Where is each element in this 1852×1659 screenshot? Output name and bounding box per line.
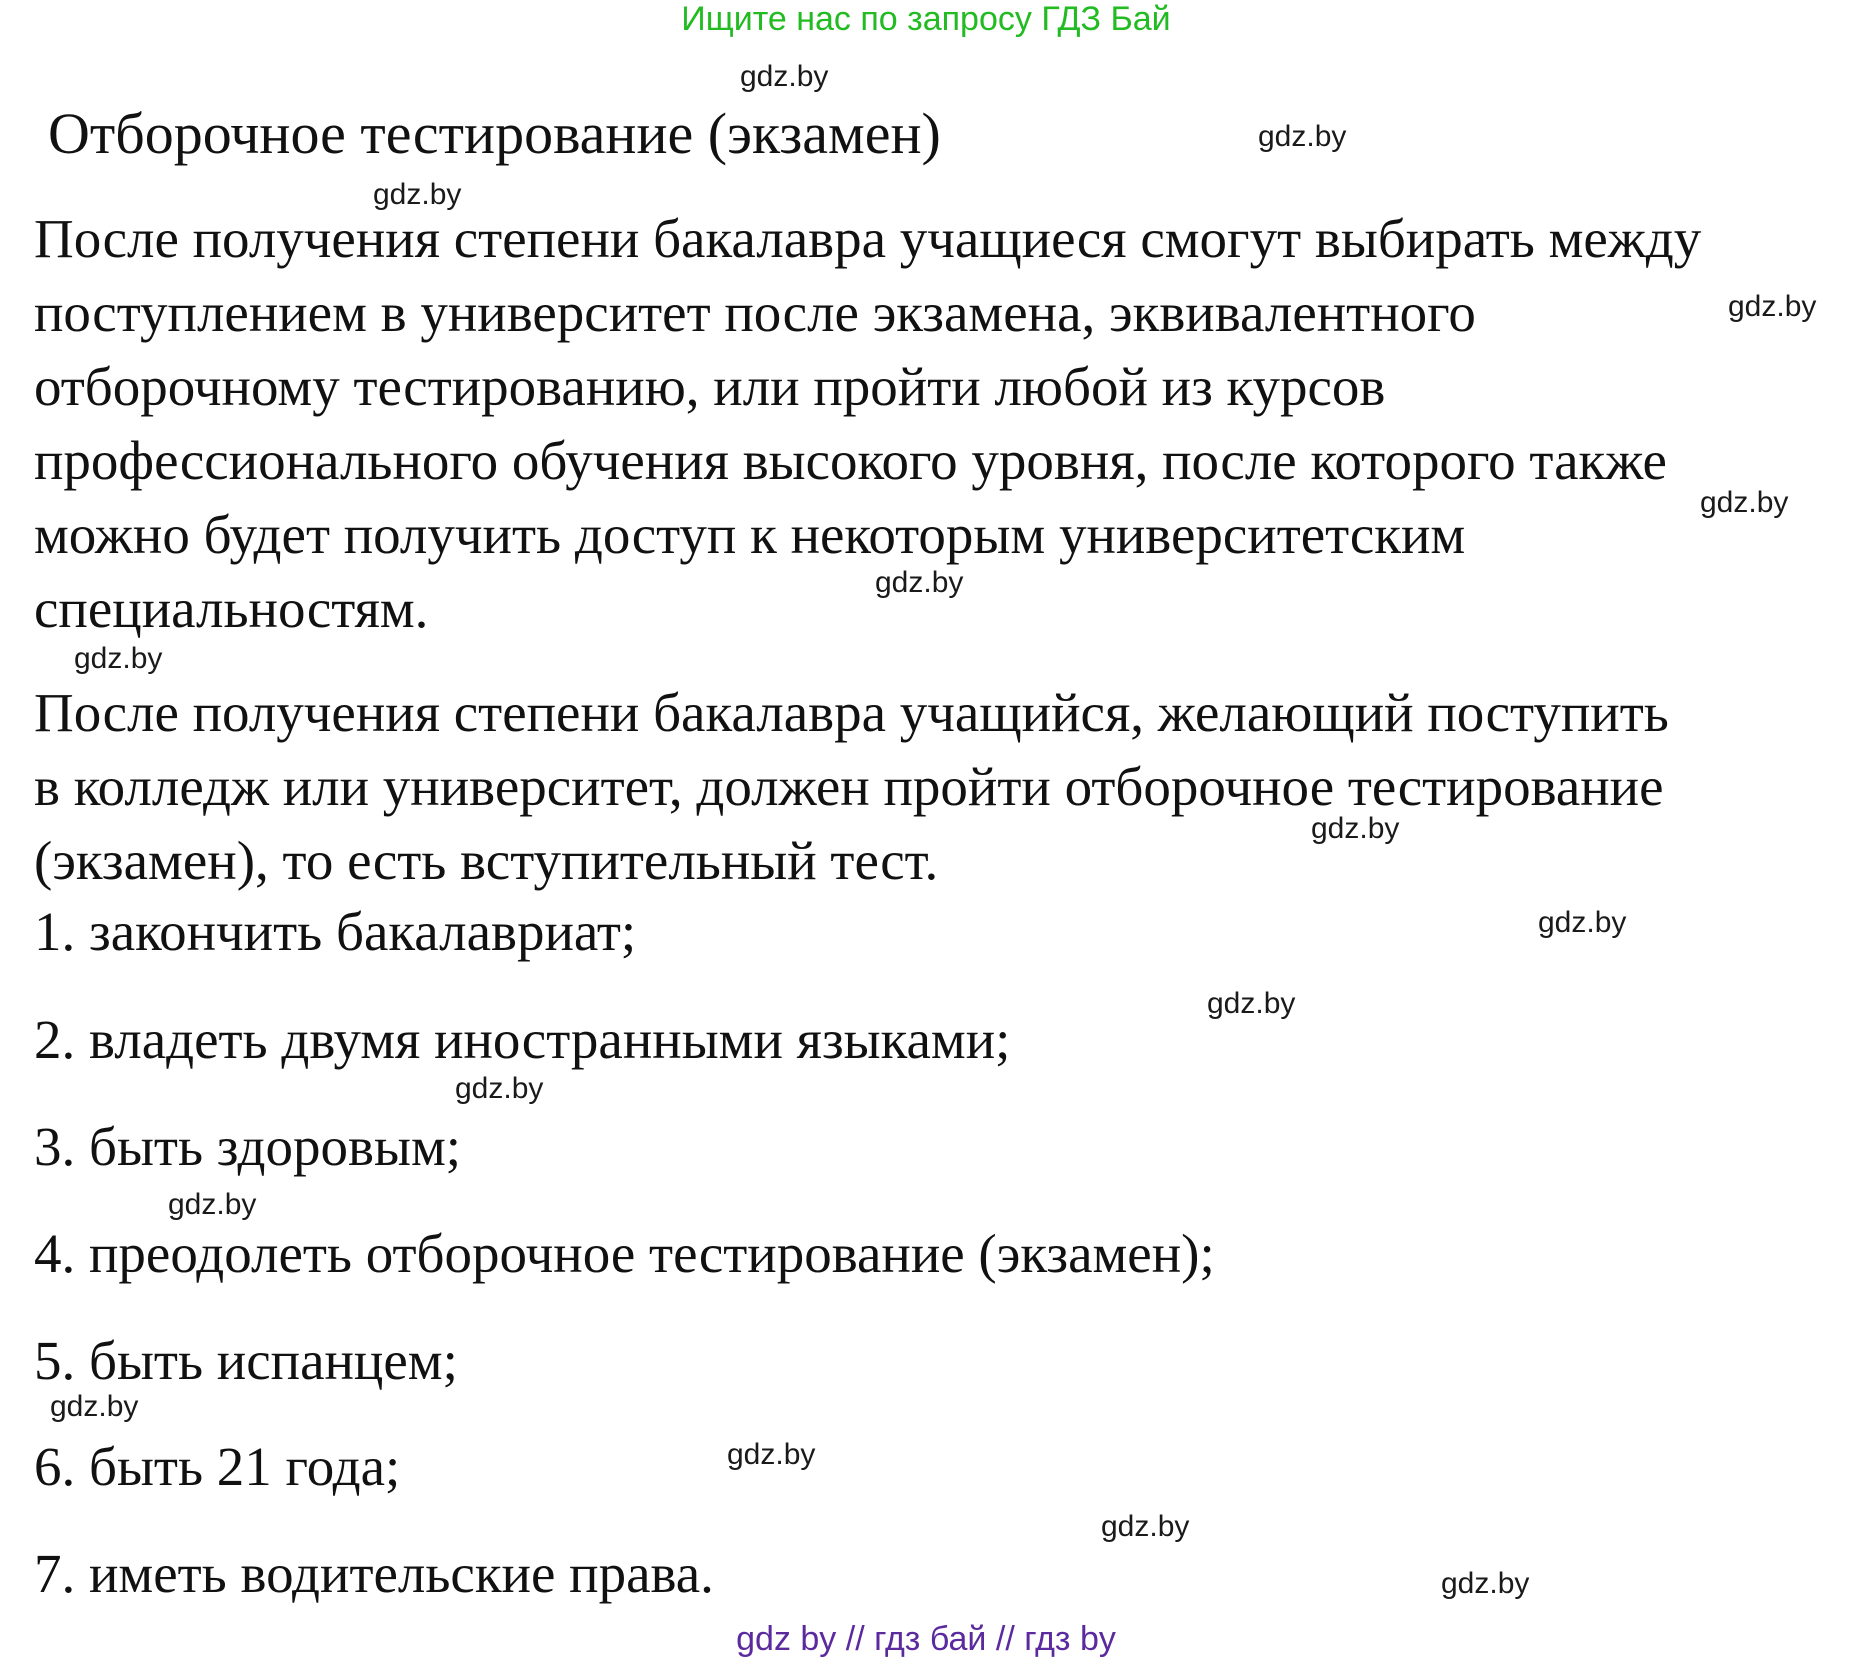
top-banner: Ищите нас по запросу ГДЗ Бай [681,0,1171,38]
watermark: gdz.by [455,1072,544,1105]
list-item: 1. закончить бакалавриат; [34,901,637,962]
watermark: gdz.by [1207,987,1296,1020]
paragraph-line: После получения степени бакалавра учащийся, желающий поступить [34,682,1669,743]
watermark: gdz.by [1728,290,1817,323]
paragraph-line: (экзамен), то есть вступительный тест. [34,830,939,891]
watermark: gdz.by [1258,120,1347,153]
paragraph-line: профессионального обучения высокого уровня, после которого также [34,430,1667,491]
watermark: gdz.by [1311,812,1400,845]
paragraph-line: поступлением в университет после экзамена, эквивалентного [34,282,1476,343]
list-item: 2. владеть двумя иностранными языками; [34,1009,1011,1070]
watermark: gdz.by [727,1438,816,1471]
paragraph-line: После получения степени бакалавра учащиеся смогут выбирать между [34,208,1702,269]
watermark: gdz.by [1700,486,1789,519]
paragraph-line: можно будет получить доступ к некоторым университетским [34,504,1466,565]
list-item: 6. быть 21 года; [34,1436,401,1497]
watermark: gdz.by [1101,1510,1190,1543]
list-item: 3. быть здоровым; [34,1116,462,1177]
paragraph-line: специальностям. [34,578,429,639]
list-item: 4. преодолеть отборочное тестирование (экзамен); [34,1223,1215,1284]
watermark: gdz.by [875,566,964,599]
paragraph-line: отборочному тестированию, или пройти любой из курсов [34,356,1386,417]
list-item: 5. быть испанцем; [34,1330,458,1391]
watermark: gdz.by [168,1188,257,1221]
paragraph-line: в колледж или университет, должен пройти отборочное тестирование [34,756,1664,817]
list-item: 7. иметь водительские права. [34,1543,714,1604]
watermark: gdz.by [1538,906,1627,939]
watermark: gdz.by [50,1390,139,1423]
watermark: gdz.by [1441,1567,1530,1600]
watermark: gdz.by [373,178,462,211]
page-title: Отборочное тестирование (экзамен) [48,101,941,166]
footer-watermark: gdz by // гдз бай // гдз by [736,1620,1116,1658]
watermark: gdz.by [740,60,829,93]
watermark: gdz.by [74,642,163,675]
